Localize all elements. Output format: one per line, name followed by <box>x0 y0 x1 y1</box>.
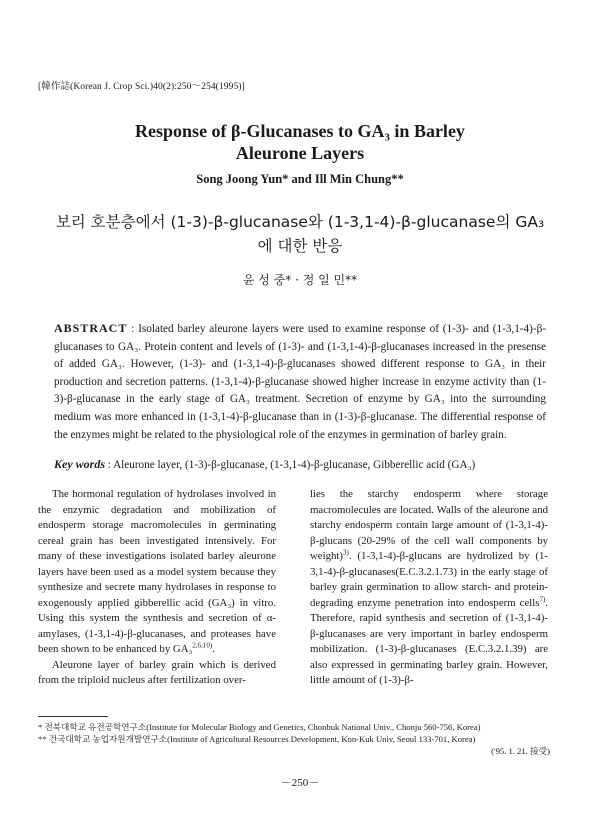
left-paragraph-1-text: The hormonal regulation of hydrolases involved in the enzymic degradation and mobilization of endosperm storage macromolecules in germinating cereal grain has been investigated intensively. For many of these investigations isolated barley aleurone layers have been used as a model system because they synthesize and secrete many hydrolases in response to exogenously applied gibberellic acid (GA₃) in vitro. Using this system the synthesis and secretion of α-amylases, (1-3,1-4)-β-glucanases, and proteases have been shown to be enhanced by GA₃ <box>38 488 276 655</box>
korean-title <box>0 210 600 258</box>
abstract <box>54 320 546 444</box>
footnote-affiliation-1: * 전북대학교 유전공학연구소(Institute for Molecular Biology and Genetics, Chonbuk National Univ., Chonju 560-756, Korea) <box>38 722 481 732</box>
right-paragraph <box>310 487 548 689</box>
left-paragraph-1 <box>38 487 276 658</box>
body-column-right <box>310 487 548 689</box>
right-text-c: . Therefore, rapid synthesis and secretion of (1-3,1-4)-β-glucanases are very important in barley endosperm mobilization. (1-3)-β-glucanases (E.C.3.2.1.39) are also expressed in germinating barley grain. However, little amount of (1-3)-β- <box>310 596 548 686</box>
korean-authors: 윤 성 중* · 정 일 민** <box>242 273 358 287</box>
page-number: －250－ <box>280 777 320 789</box>
citation-ref: 3) <box>342 548 349 557</box>
korean-title-line-1: 보리 호분층에서 (1-3)-β-glucanase와 (1-3,1-4)-β-glucanase의 GA₃ <box>55 213 545 231</box>
right-text-a: lies the starchy endosperm where storage macromolecules are located. Walls of the aleurone and starchy endosperm contain large amount of (1-3,1-4)-β-glucans (20-29% of the cell wall components by weight) <box>310 488 548 562</box>
body-column-left <box>38 487 276 689</box>
english-title-line-1: Response of β-Glucanases to GA₃ in Barley <box>135 121 465 141</box>
right-text-b: . (1-3,1-4)-β-glucans are hydrolized by (1-3,1-4)-β-glucanases(E.C.3.2.1.73) in the early stage of barley grain germination to allow starch- and protein-degrading enzyme penetration into endosperm cells <box>310 550 548 609</box>
received-date: ('95. 1. 21. 接受) <box>491 746 550 756</box>
journal-citation-header: [韓作誌(Korean J. Crop Sci.)40(2):250～254(1995)] <box>38 82 245 92</box>
citation-ref: 2,6,10) <box>192 641 213 650</box>
left-paragraph-2: Aleurone layer of barley grain which is derived from the triploid nucleus after fertilization over- <box>38 658 276 686</box>
footnote-divider <box>38 716 108 717</box>
abstract-text: : Isolated barley aleurone layers were used to examine response of (1-3)- and (1-3,1-4)-β-glucanases to GA₃. Protein content and levels of (1-3)- and (1-3,1-4)-β-glucanases increased in the presense of added GA₃. However, (1-3)- and (1-3,1-4)-β-glucanases showed different response to GA₃ in their production and secretion patterns. (1-3,1-4)-β-glucanase showed higher increase in enzyme activity than (1-3)-β-glucanase in the early stage of GA₃ treatment. Secretion of enzyme by GA₃ into the surrounding medium was more enhanced in (1-3,1-4)-β-glucanase than in (1-3)-β-glucanase. The differential response of the enzymes might be related to the physiological role of the enzymes in germination of barley grain. <box>54 323 546 441</box>
keywords <box>54 457 554 472</box>
footnote-affiliation-2: ** 건국대학교 농업자원개발연구소(Institute of Agricultural Resources Development, Kon-Kuk Univ, Seoul 133-701, Korea) <box>38 734 476 744</box>
english-authors: Song Joong Yun* and Ill Min Chung** <box>196 172 404 186</box>
keywords-text: : Aleurone layer, (1-3)-β-glucanase, (1-3,1-4)-β-glucanase, Gibberellic acid (GA₃) <box>105 459 476 471</box>
abstract-label: ABSTRACT <box>54 321 128 335</box>
citation-ref: 7) <box>539 594 546 603</box>
left-paragraph-1-end: . <box>212 643 215 655</box>
korean-title-line-2: 에 대한 반응 <box>257 237 343 255</box>
english-title <box>0 120 600 164</box>
keywords-label: Key words <box>54 457 105 471</box>
english-title-line-2: Aleurone Layers <box>235 143 365 163</box>
footnotes <box>38 721 550 757</box>
